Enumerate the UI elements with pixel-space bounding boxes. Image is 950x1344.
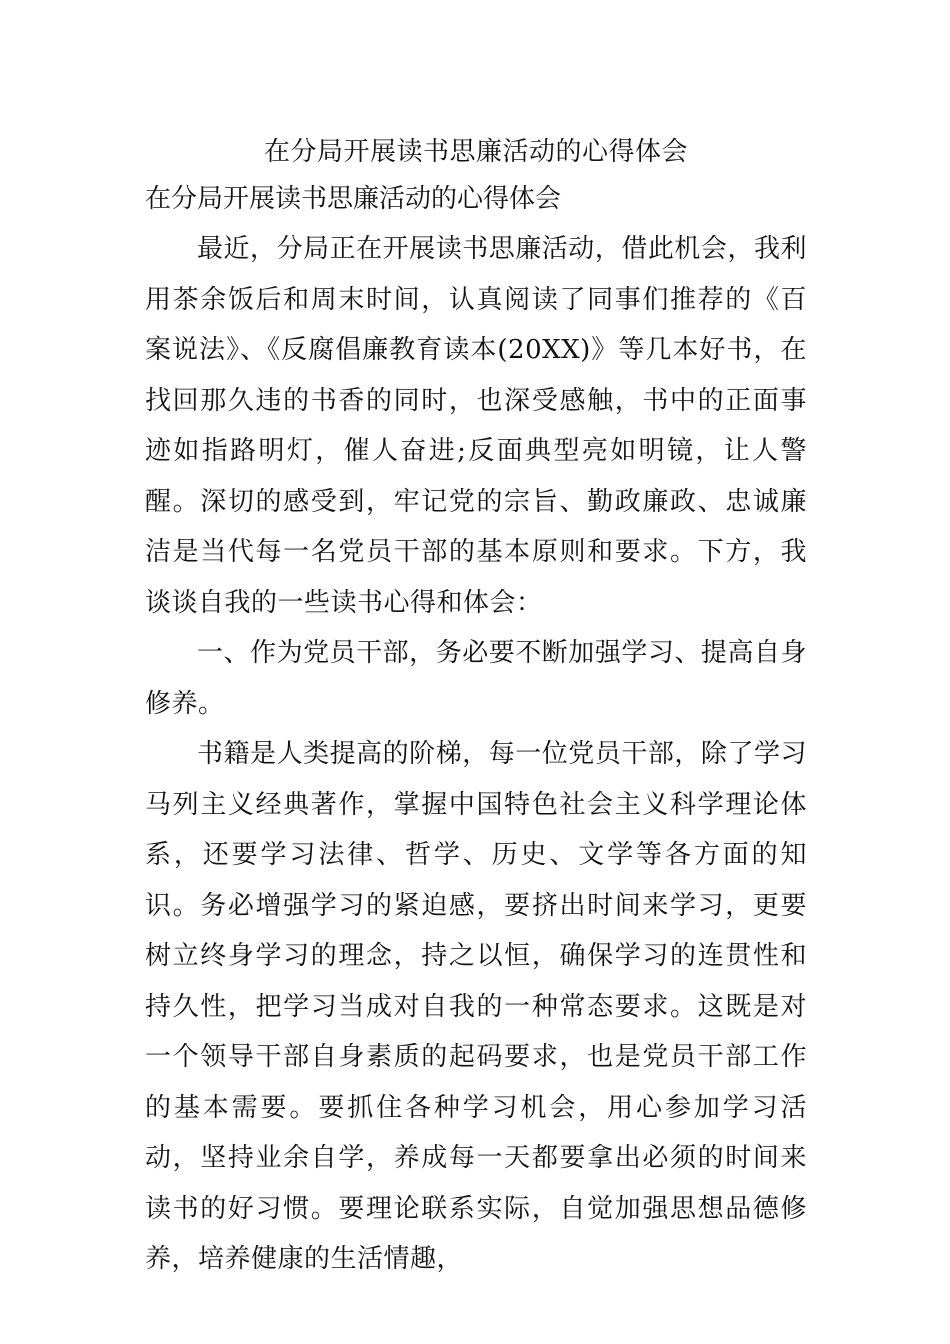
document-body <box>145 130 807 1285</box>
paragraph-section-heading: 一、作为党员干部，务必要不断加强学习、提高自身修养。 <box>145 638 807 719</box>
paragraph-intro: 最近，分局正在开展读书思廉活动，借此机会，我利用茶余饭后和周末时间，认真阅读了同事们推荐的《百案说法》、《反腐倡廉教育读本(20XX)》等几本好书，在找回那久违的书香的同时，也深受感触，书中的正面事迹如指路明灯，催人奋进;反面典型亮如明镜，让人警醒。深切的感受到，牢记党的宗旨、勤政廉政、忠诚廉洁是当代每一名党员干部的基本原则和要求。下方，我谈谈自我的一些读书心得和体会： <box>145 234 807 618</box>
paragraph-body: 书籍是人类提高的阶梯，每一位党员干部，除了学习马列主义经典著作，掌握中国特色社会主义科学理论体系，还要学习法律、哲学、历史、文学等各方面的知识。务必增强学习的紧迫感，要挤出时间来学习，更要树立终身学习的理念，持之以恒，确保学习的连贯性和持久性，把学习当成对自我的一种常态要求。这既是对一个领导干部自身素质的起码要求，也是党员干部工作的基本需要。要抓住各种学习机会，用心参加学习活动，坚持业余自学，养成每一天都要拿出必须的时间来读书的好习惯。要理论联系实际，自觉加强思想品德修养，培养健康的生活情趣， <box>145 739 807 1274</box>
document-title: 在分局开展读书思廉活动的心得体会 <box>263 137 688 167</box>
document-subtitle: 在分局开展读书思廉活动的心得体会 <box>145 184 562 214</box>
